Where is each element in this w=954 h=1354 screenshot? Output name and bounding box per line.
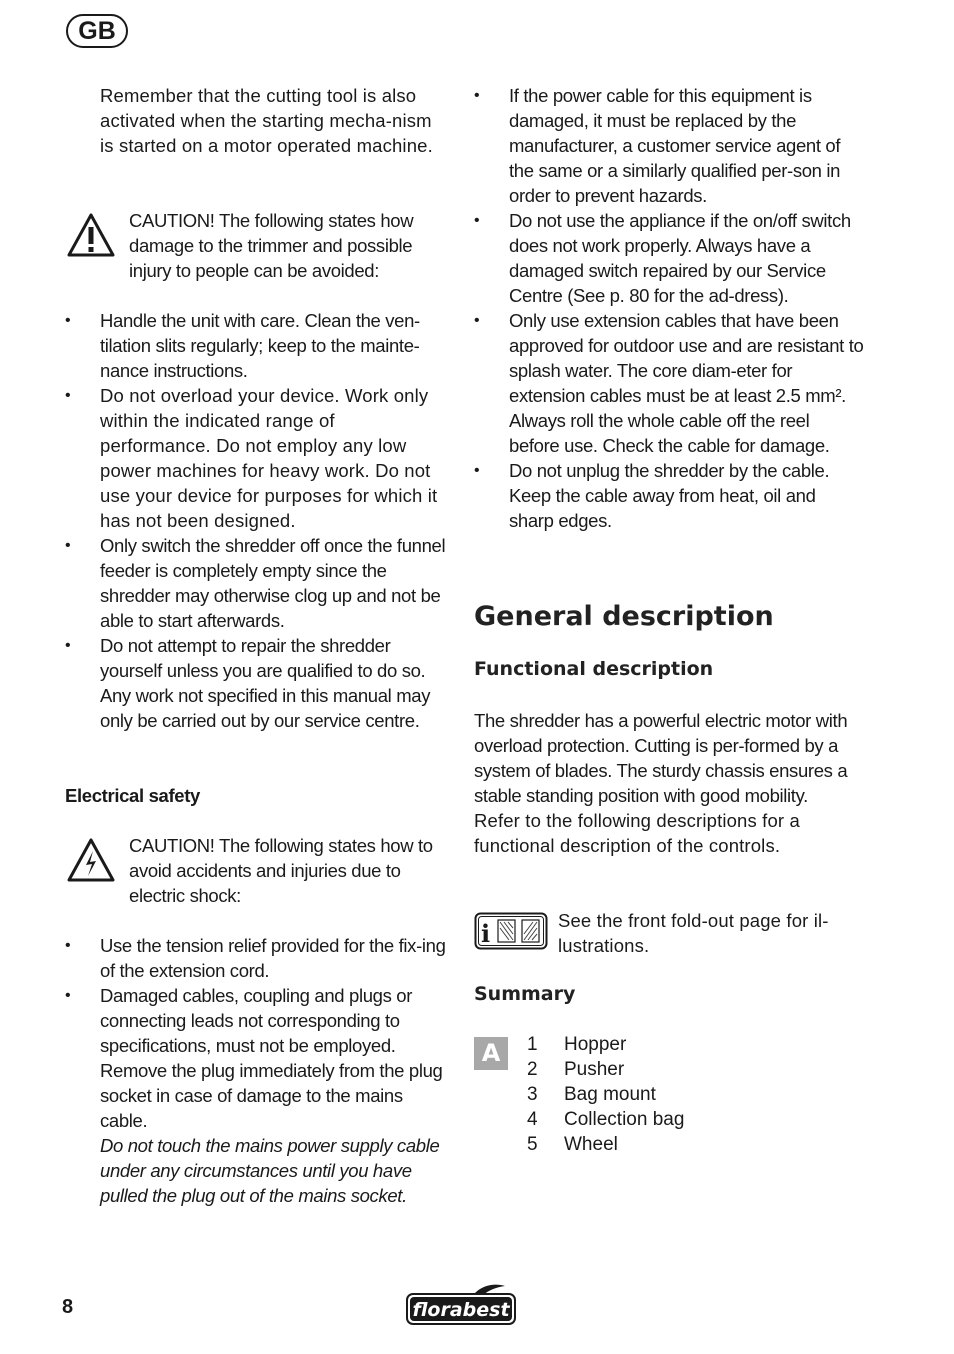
list-item: • Do not unplug the shredder by the cable. Keep the cable away from heat, oil and sharp edges.	[474, 458, 864, 533]
list-item: • Only use extension cables that have been approved for outdoor use and are resistant to splash water. The core diam-eter for extension cables must be at least 2.5 mm². Always roll the whole cable off the reel before use. Check the cable for damage.	[474, 308, 864, 458]
table-row	[527, 1057, 684, 1082]
item-number: 1	[527, 1034, 538, 1055]
item-label: Pusher	[564, 1059, 625, 1080]
item-label: Wheel	[564, 1134, 618, 1155]
summary-list	[527, 1032, 684, 1157]
table-row	[527, 1032, 684, 1057]
list-item: • Use the tension relief provided for the fix-ing of the extension cord.	[65, 933, 450, 983]
warning-exclamation-icon	[66, 212, 116, 258]
functional-text-2: Refer to the following descriptions for a functional description of the controls.	[474, 810, 800, 856]
list-item: • Do not attempt to repair the shredder yourself unless you are qualified to do so. Any work not specified in this manual may only be carried out by our service centre.	[65, 633, 450, 733]
electrical-bullet-list	[65, 933, 450, 1208]
table-row	[527, 1107, 684, 1132]
list-item: • Only switch the shredder off once the funnel feeder is completely empty since the shredder may otherwise clog up and not be able to start afterwards.	[65, 533, 450, 633]
page-number: 8	[62, 1296, 74, 1318]
caution-text-damage: CAUTION! The following states how damage to the trimmer and possible injury to people can be avoided:	[129, 210, 414, 281]
item-number: 3	[527, 1084, 538, 1105]
info-illustration-icon	[474, 912, 548, 950]
item-label: Collection bag	[564, 1109, 685, 1130]
info-text: See the front fold-out page for il-lustrations.	[558, 910, 829, 956]
language-badge: GB	[66, 14, 128, 48]
item-number: 5	[527, 1134, 538, 1155]
subheading-functional: Functional description	[474, 658, 714, 680]
table-row	[527, 1082, 684, 1107]
svg-text:i: i	[481, 919, 491, 948]
list-item: • Do not use the appliance if the on/off switch does not work properly. Always have a damaged switch repaired by our Service Centre (See p. 80 for the ad-dress).	[474, 208, 864, 308]
caution-text-electric: CAUTION! The following states how to avoid accidents and injuries due to electric shock:	[129, 835, 433, 906]
list-item: • Handle the unit with care. Clean the ven-tilation slits regularly; keep to the mainte-nance instructions.	[65, 308, 450, 383]
cable-bullet-list	[474, 83, 864, 533]
list-item	[65, 983, 450, 1208]
intro-paragraph: Remember that the cutting tool is also activated when the starting mecha-nism is started on a motor operated machine.	[100, 85, 433, 156]
item-number: 4	[527, 1109, 538, 1130]
logo-text: florabest	[412, 1299, 510, 1321]
section-heading-general: General description	[474, 601, 774, 632]
subheading-summary: Summary	[474, 983, 576, 1005]
list-item-italic-note: Do not touch the mains power supply cable under any circumstances until you have pulled the plug out of the mains socket.	[100, 1135, 440, 1206]
caution-block-damage	[66, 208, 456, 288]
functional-description	[474, 708, 864, 858]
item-number: 2	[527, 1059, 538, 1080]
item-label: Hopper	[564, 1034, 627, 1055]
electric-shock-warning-icon	[66, 837, 116, 883]
list-item-text: Damaged cables, coupling and plugs or connecting leads not corresponding to specifications, must not be employed. Remove the plug immediately from the plug socket in case of damage to the mains cable.	[100, 985, 443, 1131]
item-label: Bag mount	[564, 1084, 656, 1105]
safety-bullet-list	[65, 308, 450, 733]
electrical-safety-heading: Electrical safety	[65, 785, 200, 806]
list-item: • If the power cable for this equipment is damaged, it must be replaced by the manufacturer, a customer service agent of the same or a similarly qualified per-son in order to prevent hazards.	[474, 83, 864, 208]
illustration-label-badge: A	[474, 1037, 508, 1070]
list-item: • Do not overload your device. Work only within the indicated range of performance. Do not employ any low power machines for heavy work. Do not use your device for purposes for which it has not been designed.	[65, 383, 450, 533]
caution-block-electric	[66, 833, 456, 913]
functional-text: The shredder has a powerful electric motor with overload protection. Cutting is per-formed by a system of blades. The sturdy chassis ensures a stable standing position with good mobility.	[474, 710, 848, 806]
florabest-logo	[405, 1283, 517, 1327]
table-row	[527, 1132, 684, 1157]
